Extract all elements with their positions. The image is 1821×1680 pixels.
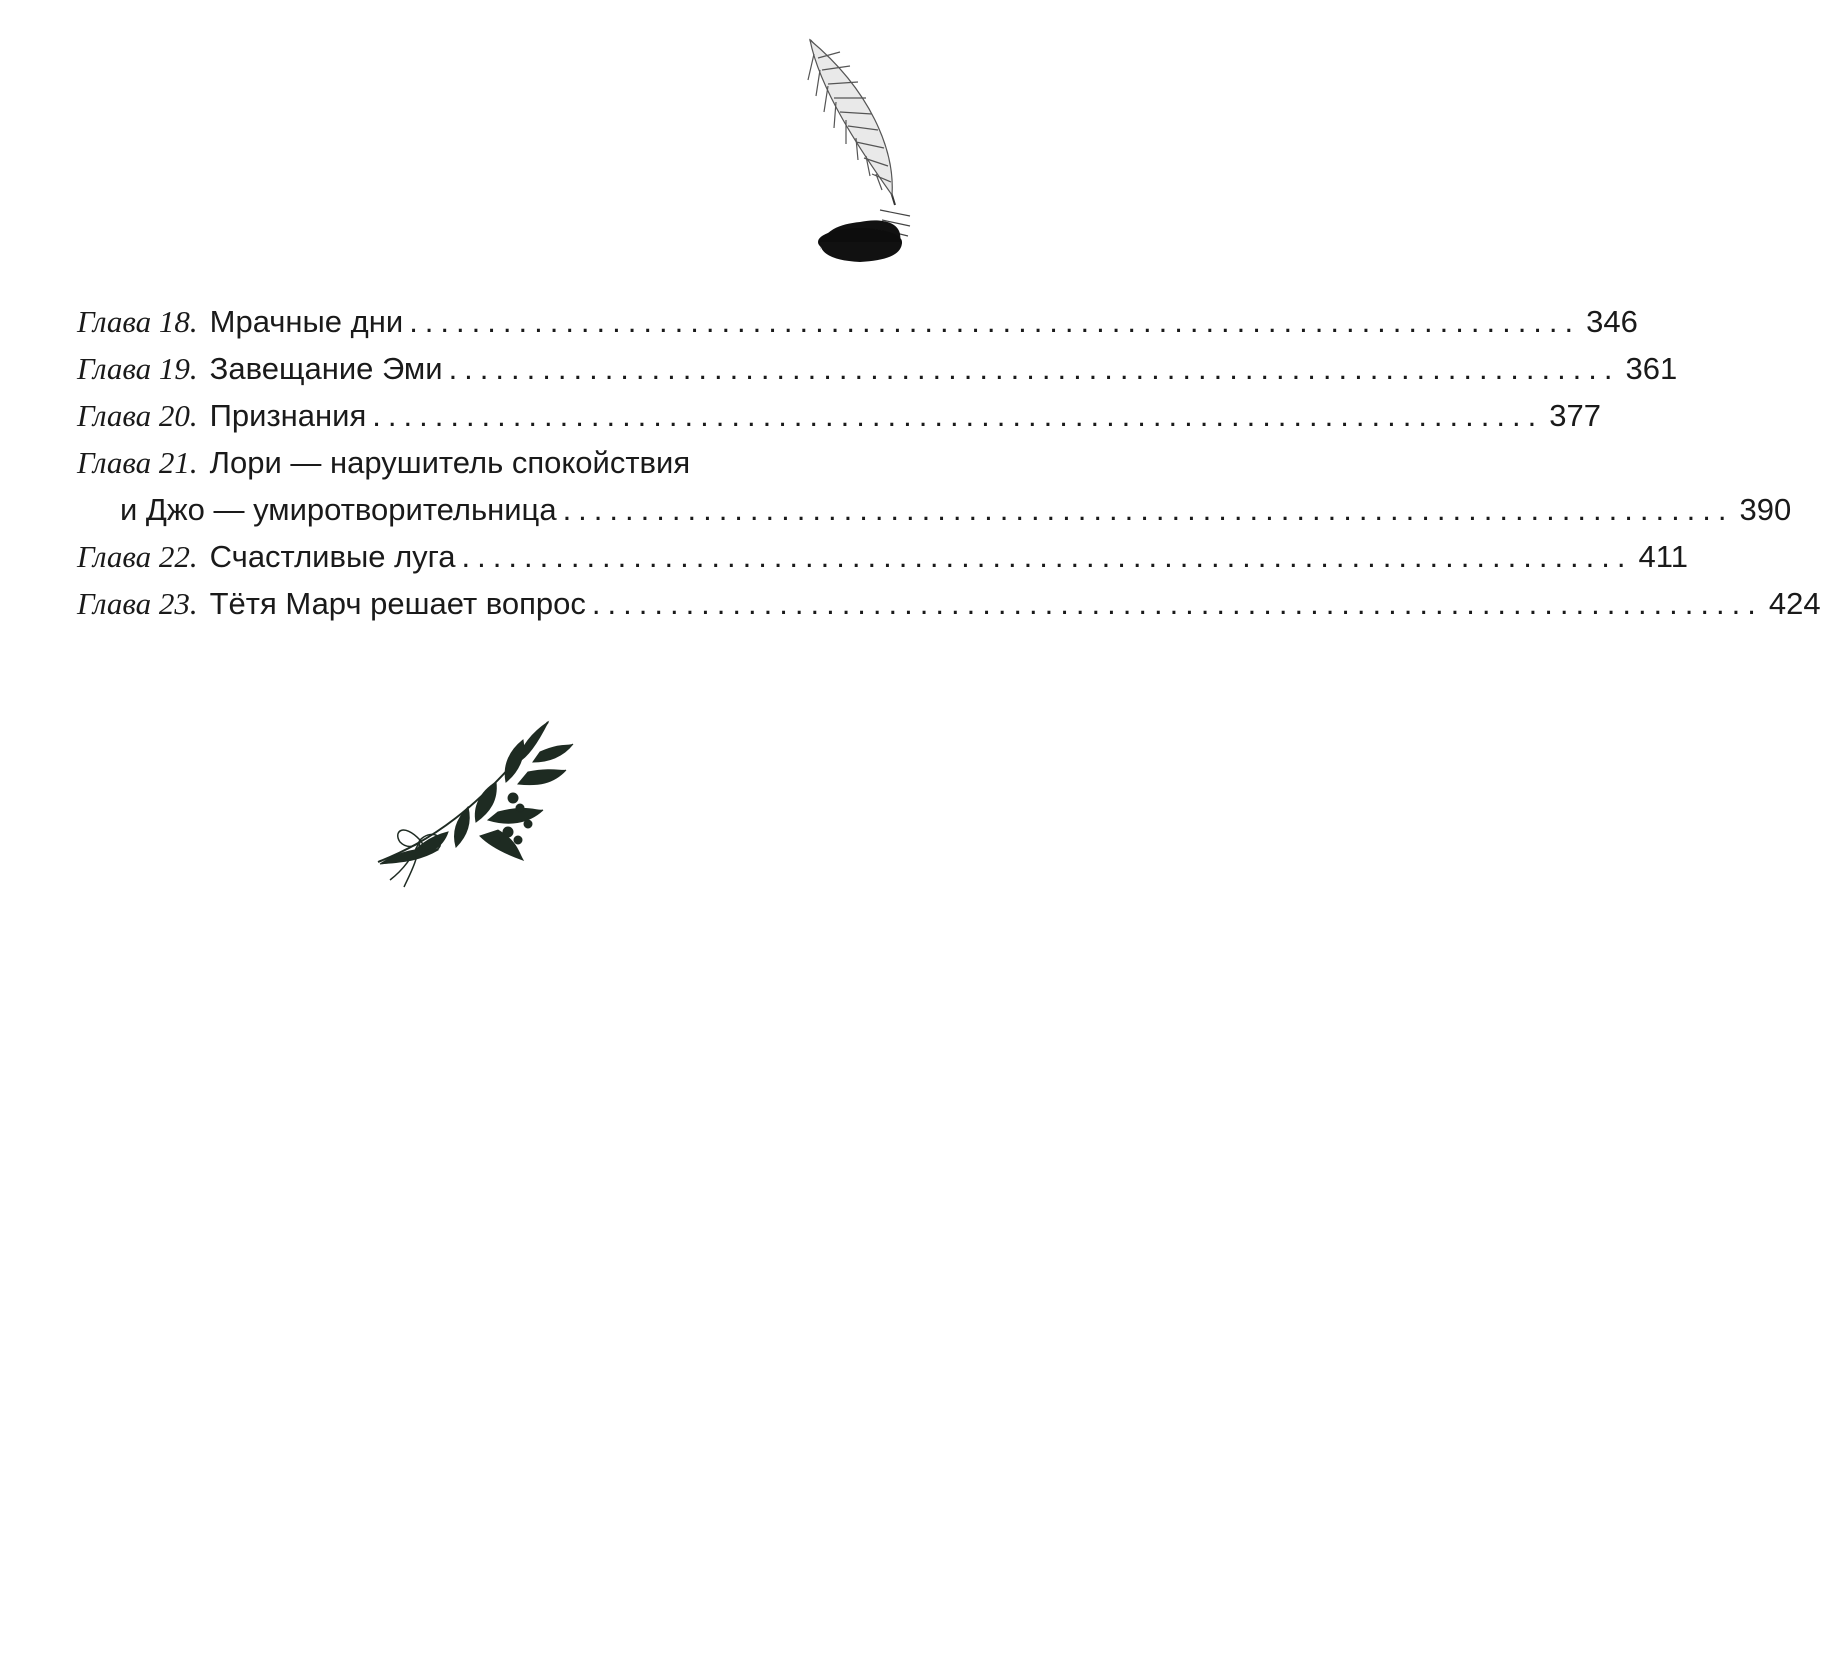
toc-entry-continuation[interactable] [77, 486, 1792, 533]
chapter-title: Мрачные дни [209, 304, 404, 339]
page-number: 377 [1549, 398, 1601, 433]
page-number: 346 [1586, 304, 1638, 339]
chapter-number: Глава 22. [77, 539, 198, 574]
chapter-number: Глава 19. [77, 351, 198, 386]
page-number: 424 [1768, 586, 1821, 621]
dot-leader: ........................................................................... [562, 492, 1734, 527]
chapter-number: Глава 18. [77, 304, 198, 339]
chapter-title: Лори — нарушитель спокойствия [209, 445, 691, 480]
dot-leader: ........................................................................... [409, 304, 1581, 339]
chapter-title-continuation: и Джо — умиротворительница [120, 492, 557, 527]
dot-leader: ........................................................................... [461, 539, 1633, 574]
page-number: 411 [1638, 539, 1688, 574]
chapter-title: Тётя Марч решает вопрос [209, 586, 586, 621]
chapter-number: Глава 21. [77, 445, 198, 480]
toc-entry[interactable] [77, 439, 862, 486]
toc-entry[interactable] [77, 392, 1601, 439]
table-of-contents [77, 298, 1821, 627]
dot-leader: ........................................................................... [372, 398, 1544, 433]
toc-entry[interactable] [77, 533, 1688, 580]
chapter-number: Глава 23. [77, 586, 198, 621]
chapter-number: Глава 20. [77, 398, 198, 433]
dot-leader: ........................................................................... [448, 351, 1620, 386]
quill-inkwell-icon [800, 30, 950, 290]
chapter-title: Счастливые луга [209, 539, 456, 574]
chapter-title: Завещание Эми [209, 351, 443, 386]
toc-entry[interactable] [77, 345, 1678, 392]
dot-leader: ........................................................................... [591, 586, 1763, 621]
page-number: 361 [1625, 351, 1678, 386]
page-number: 390 [1739, 492, 1792, 527]
toc-entry[interactable] [77, 298, 1638, 345]
toc-entry[interactable] [77, 580, 1821, 627]
chapter-title: Признания [209, 398, 367, 433]
laurel-branch-icon [368, 712, 583, 892]
